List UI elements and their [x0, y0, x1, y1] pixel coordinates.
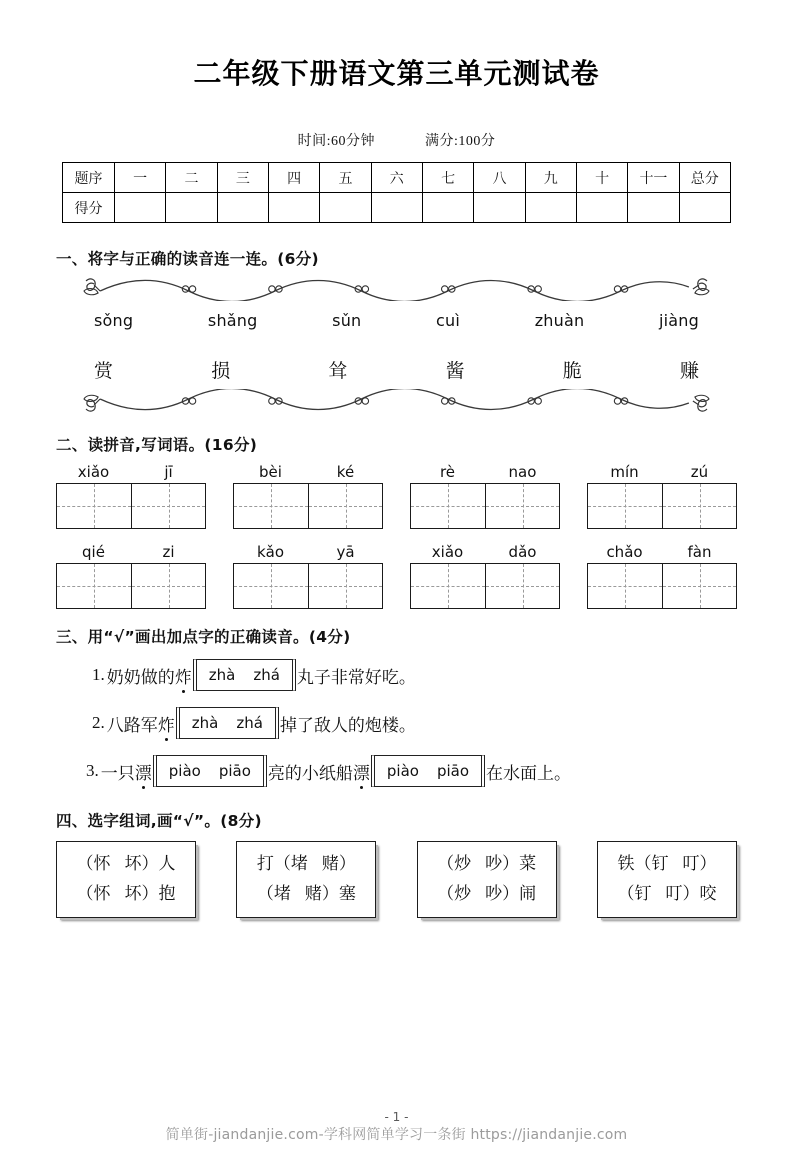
tianzige-cell[interactable] — [588, 484, 662, 528]
pinyin-option-b[interactable]: zhá — [253, 666, 280, 684]
question-text-middle: 亮的小纸船 — [267, 763, 353, 783]
tianzige-cell[interactable] — [308, 484, 382, 528]
card-suffix: ） — [699, 854, 717, 873]
card-option-b[interactable]: 吵 — [485, 884, 503, 903]
card-suffix: ）人 — [141, 854, 176, 873]
score-table-col-10: 十 — [576, 163, 627, 193]
score-cell-1[interactable] — [115, 193, 166, 223]
tianzige-cell[interactable] — [131, 484, 205, 528]
score-table-col-2: 二 — [166, 163, 217, 193]
score-cell-11[interactable] — [628, 193, 679, 223]
grid-pinyin-label — [587, 461, 737, 483]
card-prefix: （ — [437, 854, 455, 873]
score-cell-9[interactable] — [525, 193, 576, 223]
tianzige-box[interactable] — [233, 483, 383, 529]
card-option-a[interactable]: 钉 — [651, 854, 669, 873]
pronunciation-choice-box[interactable] — [176, 707, 279, 739]
match-hanzi-4[interactable]: 酱 — [445, 361, 465, 382]
score-table-col-11: 十一 — [628, 163, 679, 193]
grid-pinyin-label — [410, 461, 560, 483]
pronunciation-question-1 — [92, 651, 753, 699]
score-table-col-total: 总分 — [679, 163, 730, 193]
char-choice-card-1[interactable] — [56, 841, 196, 918]
tianzige-cell[interactable] — [662, 564, 736, 608]
grid-pinyin-label — [56, 461, 206, 483]
pinyin-syllable: xiǎo — [431, 543, 464, 561]
score-table-col-9: 九 — [525, 163, 576, 193]
score-cell-3[interactable] — [217, 193, 268, 223]
tianzige-box[interactable] — [410, 563, 560, 609]
score-table-container — [0, 162, 793, 223]
card-line — [428, 879, 546, 909]
score-table-col-8: 八 — [474, 163, 525, 193]
card-suffix: ） — [338, 854, 356, 873]
watermark-text: 简单街-jiandanjie.com-学科网简单学习一条街 https://jiandanjie.com — [165, 1127, 628, 1143]
pinyin-syllable: chǎo — [606, 543, 643, 561]
tianzige-box[interactable] — [587, 483, 737, 529]
dotted-char-2: 漂 — [353, 759, 370, 784]
card-suffix: ）菜 — [502, 854, 537, 873]
word-grid-item — [56, 541, 206, 609]
pinyin-option-a[interactable]: zhà — [191, 714, 219, 732]
section-2-heading: 二、读拼音,写词语。(16分) — [56, 436, 258, 454]
card-prefix: （ — [76, 854, 94, 873]
score-table — [62, 162, 731, 223]
pinyin-syllable: jī — [164, 463, 173, 481]
card-option-a[interactable]: 炒 — [454, 884, 472, 903]
tianzige-cell[interactable] — [234, 564, 308, 608]
pinyin-syllable: kǎo — [256, 543, 285, 561]
exam-time-label: 时间:60分钟 — [297, 134, 375, 149]
score-table-row-header-1: 题序 — [63, 163, 115, 193]
card-prefix: （ — [437, 884, 455, 903]
tianzige-box[interactable] — [587, 563, 737, 609]
match-hanzi-3[interactable]: 耸 — [328, 361, 348, 382]
grid-pinyin-label — [410, 541, 560, 563]
match-hanzi-2[interactable]: 损 — [211, 361, 231, 382]
card-suffix: ）抱 — [141, 884, 176, 903]
pinyin-option-b[interactable]: zhá — [236, 714, 263, 732]
tianzige-cell[interactable] — [131, 564, 205, 608]
card-option-b[interactable]: 坏 — [124, 884, 142, 903]
card-suffix: ）塞 — [321, 884, 356, 903]
card-prefix: （ — [256, 884, 274, 903]
card-option-a[interactable]: 钉 — [634, 884, 652, 903]
word-grid-item — [587, 461, 737, 529]
pinyin-syllable: zú — [690, 463, 709, 481]
pinyin-syllable: yā — [336, 543, 355, 561]
section-4-heading: 四、选字组词,画“√”。(8分) — [56, 812, 262, 830]
card-prefix: 打（ — [256, 854, 291, 873]
card-option-b[interactable]: 赌 — [321, 854, 339, 873]
grid-pinyin-label — [587, 541, 737, 563]
section-1-heading: 一、将字与正确的读音连一连。(6分) — [56, 250, 319, 268]
tianzige-cell[interactable] — [411, 484, 485, 528]
pinyin-syllable: mín — [610, 463, 639, 481]
tianzige-cell[interactable] — [308, 564, 382, 608]
match-hanzi-6[interactable]: 赚 — [679, 361, 699, 382]
tianzige-cell[interactable] — [662, 484, 736, 528]
pinyin-syllable: zi — [162, 543, 175, 561]
tianzige-box[interactable] — [410, 483, 560, 529]
char-choice-card-4[interactable] — [597, 841, 737, 918]
char-choice-card-3[interactable] — [417, 841, 557, 918]
score-table-col-5: 五 — [320, 163, 371, 193]
pinyin-syllable: ké — [336, 463, 355, 481]
word-grid-item — [233, 541, 383, 609]
char-choice-card-2[interactable] — [236, 841, 376, 918]
page-number: - 1 - — [384, 1110, 409, 1124]
card-line — [428, 849, 546, 879]
score-table-col-4: 四 — [268, 163, 319, 193]
score-cell-2[interactable] — [166, 193, 217, 223]
tianzige-cell[interactable] — [57, 484, 131, 528]
section-3-question-list — [0, 651, 793, 795]
pinyin-option-a[interactable]: zhà — [208, 666, 236, 684]
match-pinyin-2[interactable]: shǎng — [207, 311, 258, 330]
pinyin-syllable: fàn — [687, 543, 712, 561]
match-pinyin-6[interactable]: jiàng — [659, 311, 699, 330]
dotted-char: 炸 — [175, 663, 192, 688]
score-cell-10[interactable] — [576, 193, 627, 223]
pinyin-syllable: dǎo — [508, 543, 537, 561]
table-row — [63, 193, 731, 223]
page-title: 二年级下册语文第三单元测试卷 — [193, 57, 600, 90]
pinyin-option-a[interactable]: piào — [168, 762, 201, 780]
pronunciation-choice-box[interactable] — [153, 755, 267, 787]
pinyin-syllable: rè — [439, 463, 456, 481]
score-cell-6[interactable] — [371, 193, 422, 223]
card-option-a[interactable]: 堵 — [273, 884, 291, 903]
grid-pinyin-label — [233, 541, 383, 563]
pinyin-syllable: nao — [508, 463, 537, 481]
tianzige-cell[interactable] — [411, 564, 485, 608]
question-text-before: 八路军 — [106, 715, 158, 735]
section-1-hanzi-row — [80, 356, 713, 383]
tianzige-box[interactable] — [233, 563, 383, 609]
pinyin-syllable: bèi — [259, 463, 282, 481]
question-text-after: 掉了敌人的炮楼。 — [279, 715, 416, 735]
score-table-col-1: 一 — [115, 163, 166, 193]
card-option-a[interactable]: 怀 — [93, 884, 111, 903]
word-grid-item — [410, 541, 560, 609]
score-cell-4[interactable] — [268, 193, 319, 223]
card-option-b[interactable]: 坏 — [124, 854, 142, 873]
exam-total-label: 满分:100分 — [425, 134, 496, 149]
section-2-grid-area — [0, 461, 793, 609]
word-grid-item — [410, 461, 560, 529]
section-1-pinyin-row — [80, 311, 713, 330]
match-hanzi-1[interactable]: 赏 — [94, 361, 114, 382]
card-option-b[interactable]: 叮 — [682, 854, 700, 873]
tianzige-cell[interactable] — [485, 484, 559, 528]
card-line — [67, 849, 185, 879]
grid-row-1 — [56, 461, 737, 529]
pinyin-syllable: xiǎo — [77, 463, 110, 481]
pinyin-option-b[interactable]: piāo — [436, 762, 469, 780]
card-suffix: ）咬 — [682, 884, 717, 903]
score-cell-5[interactable] — [320, 193, 371, 223]
tianzige-cell[interactable] — [57, 564, 131, 608]
exam-meta — [0, 130, 793, 150]
card-option-b[interactable]: 赌 — [304, 884, 322, 903]
card-line — [67, 879, 185, 909]
matching-draw-area[interactable] — [80, 330, 713, 356]
pinyin-option-b[interactable]: piāo — [218, 762, 251, 780]
card-line — [608, 879, 726, 909]
question-text-after: 丸子非常好吃。 — [296, 667, 416, 687]
section-1-matching-block — [0, 275, 793, 415]
card-option-a[interactable]: 炒 — [454, 854, 472, 873]
card-suffix: ）闹 — [502, 884, 537, 903]
score-cell-7[interactable] — [422, 193, 473, 223]
score-table-col-7: 七 — [422, 163, 473, 193]
score-table-row-header-2: 得分 — [63, 193, 115, 223]
section-3-heading: 三、用“√”画出加点字的正确读音。(4分) — [56, 628, 351, 646]
card-option-a[interactable]: 怀 — [93, 854, 111, 873]
score-cell-total[interactable] — [679, 193, 730, 223]
pronunciation-choice-box-2[interactable] — [371, 755, 485, 787]
question-number: 3. — [86, 761, 99, 780]
card-prefix: （ — [76, 884, 94, 903]
pronunciation-question-3 — [86, 747, 753, 795]
decorative-vine-top — [80, 275, 713, 301]
dotted-char: 漂 — [135, 759, 152, 784]
card-option-b[interactable]: 叮 — [665, 884, 683, 903]
grid-pinyin-label — [56, 541, 206, 563]
table-row — [63, 163, 731, 193]
tianzige-cell[interactable] — [234, 484, 308, 528]
tianzige-cell[interactable] — [588, 564, 662, 608]
match-pinyin-4[interactable]: cuì — [436, 311, 461, 330]
score-cell-8[interactable] — [474, 193, 525, 223]
card-line — [247, 879, 365, 909]
pronunciation-question-2 — [92, 699, 753, 747]
match-pinyin-5[interactable]: zhuàn — [534, 311, 585, 330]
card-option-a[interactable]: 堵 — [290, 854, 308, 873]
pinyin-option-a[interactable]: piào — [386, 762, 419, 780]
word-grid-item — [233, 461, 383, 529]
score-table-col-3: 三 — [217, 163, 268, 193]
match-pinyin-3[interactable]: sǔn — [332, 311, 362, 330]
score-table-col-6: 六 — [371, 163, 422, 193]
tianzige-box[interactable] — [56, 563, 206, 609]
pronunciation-choice-box[interactable] — [193, 659, 296, 691]
dotted-char: 炸 — [158, 711, 175, 736]
match-hanzi-5[interactable]: 脆 — [562, 361, 582, 382]
pinyin-syllable: qié — [82, 543, 105, 561]
tianzige-cell[interactable] — [485, 564, 559, 608]
tianzige-box[interactable] — [56, 483, 206, 529]
card-line — [608, 849, 726, 879]
decorative-vine-bottom — [80, 389, 713, 415]
section-4-card-row — [0, 841, 793, 918]
word-grid-item — [56, 461, 206, 529]
question-text-after: 在水面上。 — [486, 763, 571, 783]
card-prefix: （ — [617, 884, 635, 903]
card-line — [247, 849, 365, 879]
word-grid-item — [587, 541, 737, 609]
question-number: 2. — [92, 713, 105, 732]
card-option-b[interactable]: 吵 — [485, 854, 503, 873]
card-prefix: 铁（ — [617, 854, 652, 873]
grid-row-2 — [56, 541, 737, 609]
question-text-before: 一只 — [100, 763, 135, 783]
question-text-before: 奶奶做的 — [106, 667, 175, 687]
grid-pinyin-label — [233, 461, 383, 483]
match-pinyin-1[interactable]: sǒng — [94, 311, 134, 330]
question-number: 1. — [92, 665, 105, 684]
